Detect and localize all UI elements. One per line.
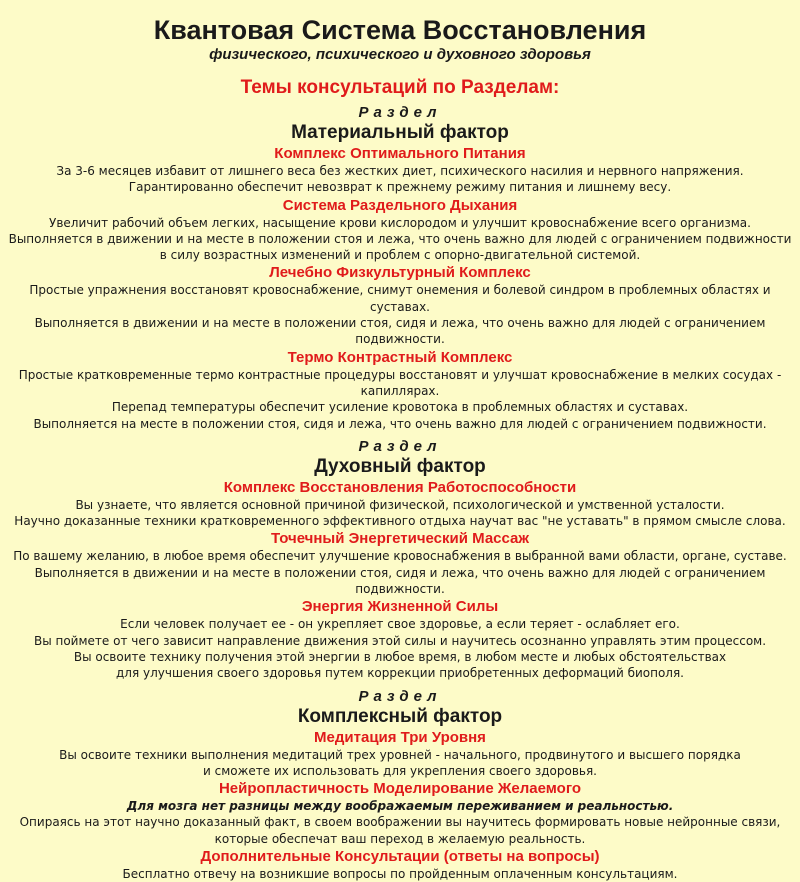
topic-title: Термо Контрастный Комплекс bbox=[287, 348, 513, 366]
topic bbox=[0, 529, 800, 597]
topic-line: По вашему желанию, в любое время обеспечит улучшение кровоснабжения в выбранной вами области, органе, суставе. bbox=[13, 549, 787, 564]
topic-title: Комплекс Оптимального Питания bbox=[274, 145, 526, 162]
topic-line: в силу возрастных изменений и проблем с опорно-двигательной системой. bbox=[159, 248, 641, 263]
topic-line: Гарантированно обеспечит невозврат к прежнему режиму питания и лишнему весу. bbox=[128, 180, 672, 195]
section-label: Раздел bbox=[358, 687, 442, 705]
section-label: Раздел bbox=[358, 104, 442, 121]
topic bbox=[0, 597, 800, 681]
topic bbox=[0, 144, 800, 196]
section-label: Раздел bbox=[358, 437, 442, 455]
topic-line: Вы узнаете, что является основной причиной физической, психологической и умственной усталости. bbox=[75, 497, 725, 512]
section-complex bbox=[0, 688, 800, 882]
topic bbox=[0, 348, 800, 432]
section-spiritual bbox=[0, 438, 800, 682]
topic-line: Вы поймете от чего зависит направление движения этой силы и научитесь осознанно управлять этим процессом. bbox=[33, 633, 767, 648]
topic-line: Бесплатно отвечу на возникшие вопросы по пройденным оплаченным консультациям. bbox=[122, 867, 678, 882]
page-subtitle: физического, психического и духовного здоровья bbox=[209, 46, 591, 63]
topic-title: Система Раздельного Дыхания bbox=[282, 196, 518, 214]
topic bbox=[0, 263, 800, 347]
topic bbox=[0, 728, 800, 780]
topic-title: Медитация Три Уровня bbox=[314, 728, 486, 746]
topic bbox=[0, 847, 800, 882]
section-material bbox=[0, 104, 800, 432]
topic-line: Увеличит рабочий объем легких, насыщение крови кислородом и улучшит кровоснабжение всего организма. bbox=[49, 215, 751, 230]
section-name: Духовный фактор bbox=[314, 455, 486, 477]
topic-line: Научно доказанные техники кратковременного эффективного отдыха научат вас "не уставать" в прямом смысле слова. bbox=[14, 514, 786, 529]
topic-emphasis: Для мозга нет разницы между воображаемым переживанием и реальностью. bbox=[126, 799, 674, 814]
topic bbox=[0, 779, 800, 847]
topic-title: Лечебно Физкультурный Комплекс bbox=[269, 264, 531, 282]
topic-line: Простые упражнения восстановят кровоснабжение, снимут онемения и болевой синдром в проблемных областях и суставах. bbox=[29, 283, 771, 314]
page-title: Квантовая Система Восстановления bbox=[153, 15, 647, 45]
topic-line: Перепад температуры обеспечит усиление кровотока в проблемных областях и суставах. bbox=[111, 400, 689, 415]
topic bbox=[0, 196, 800, 264]
topic bbox=[0, 478, 800, 530]
topic-line: За 3-6 месяцев избавит от лишнего веса без жестких диет, психического насилия и нервного напряжения. bbox=[56, 164, 744, 178]
topics-heading: Темы консультаций по Разделам: bbox=[240, 77, 560, 98]
topic-line: Выполняется в движении и на месте в положении стоя, сидя и лежа, что очень важно для людей с ограничением подвижности. bbox=[34, 316, 766, 347]
topic-line: которые обеспечат ваш переход в желаемую реальность. bbox=[214, 831, 586, 846]
topic-line: для улучшения своего здоровья путем коррекции приобретенных деформаций биополя. bbox=[115, 666, 684, 681]
topic-line: Опираясь на этот научно доказанный факт, в своем воображении вы научитесь формировать новые нейронные связи, bbox=[19, 815, 781, 830]
topic-line: Простые кратковременные термо контрастные процедуры восстановят и улучшат кровоснабжение в мелких сосудах - капиллярах. bbox=[18, 367, 782, 398]
topic-line: Выполняется в движении и на месте в положении стоя и лежа, что очень важно для людей с ограничением подвижности bbox=[8, 231, 792, 246]
section-name: Материальный фактор bbox=[291, 122, 509, 143]
topic-title: Точечный Энергетический Массаж bbox=[270, 530, 530, 548]
topic-line: и сможете их использовать для укрепления своего здоровья. bbox=[203, 763, 597, 778]
topic-line: Вы освоите техники выполнения медитаций трех уровней - начального, продвинутого и высшего порядка bbox=[59, 747, 741, 762]
topic-title: Дополнительные Консультации (ответы на вопросы) bbox=[200, 848, 600, 866]
topic-line: Если человек получает ее - он укрепляет свое здоровье, а если теряет - ослабляет его. bbox=[120, 617, 680, 632]
topic-title: Нейропластичность Моделирование Желаемого bbox=[218, 780, 582, 798]
section-name: Комплексный фактор bbox=[297, 705, 503, 727]
topic-line: Выполняется в движении и на месте в положении стоя, сидя и лежа, что очень важно для людей с ограничением подвижности. bbox=[34, 565, 766, 597]
topic-title: Энергия Жизненной Силы bbox=[301, 598, 499, 616]
topic-title: Комплекс Восстановления Работоспособности bbox=[223, 478, 577, 496]
topic-line: Выполняется на месте в положении стоя, сидя и лежа, что очень важно для людей с ограничением подвижности. bbox=[33, 416, 767, 431]
topic-line: Вы освоите технику получения этой энергии в любое время, в любом месте и любых обстоятельствах bbox=[73, 649, 727, 664]
